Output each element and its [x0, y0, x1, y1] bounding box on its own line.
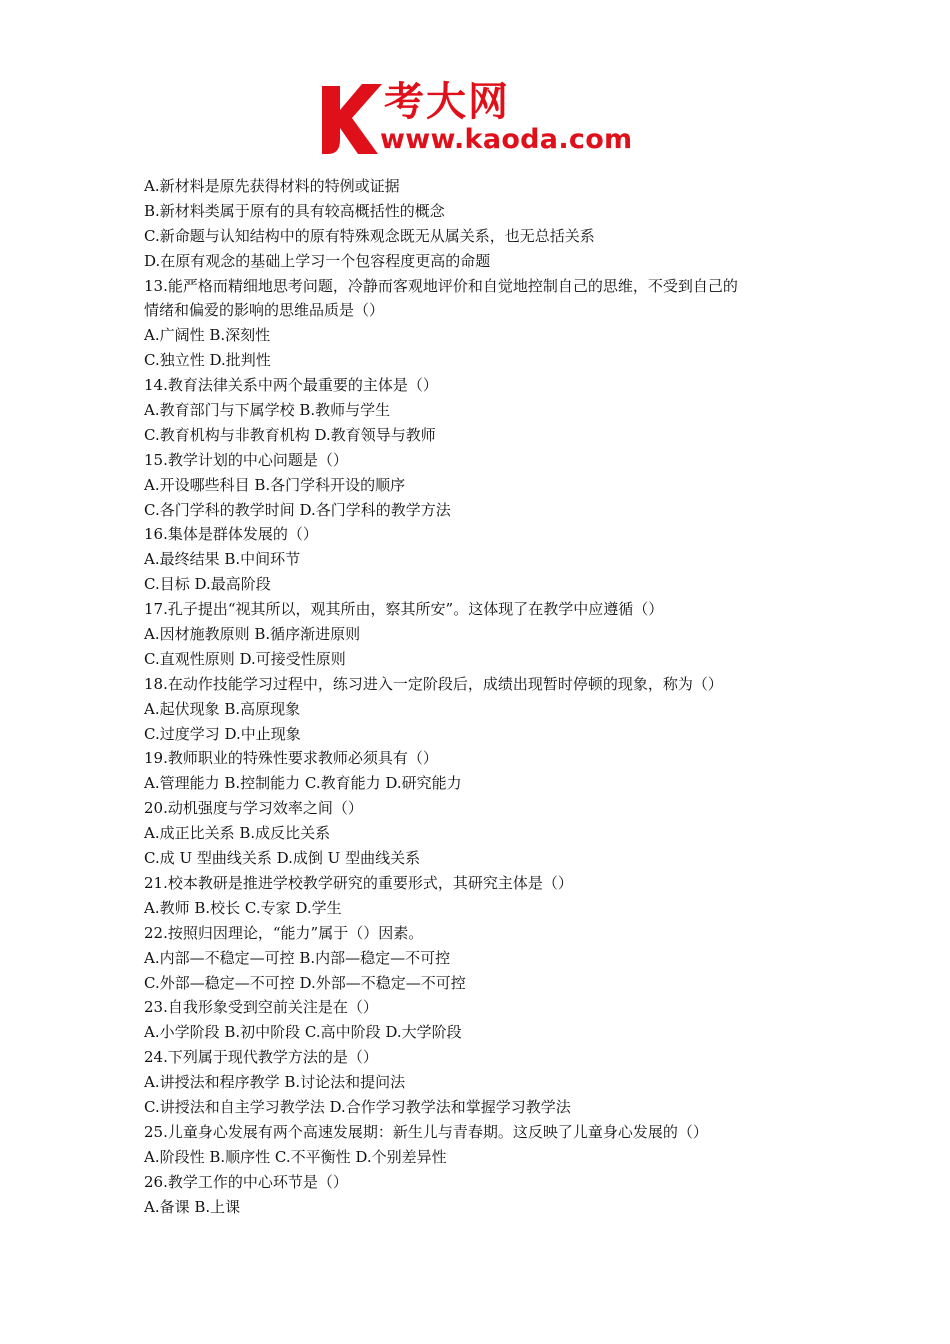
- text-line: 18.在动作技能学习过程中，练习进入一定阶段后，成绩出现暂时停顿的现象，称为（）: [144, 674, 723, 693]
- text-line: A.内部—不稳定—可控 B.内部—稳定—不可控: [144, 948, 451, 967]
- kaoda-logo[interactable]: [318, 80, 640, 158]
- logo-url: www.kaoda.com: [380, 124, 633, 155]
- text-line: A.讲授法和程序教学 B.讨论法和提问法: [144, 1073, 406, 1092]
- text-line: C.过度学习 D.中止现象: [144, 724, 301, 743]
- k-logo-icon: [318, 80, 384, 158]
- logo-site-name: 考大网: [384, 79, 510, 125]
- text-line: 14.教育法律关系中两个最重要的主体是（）: [144, 376, 438, 395]
- text-line: A.开设哪些科目 B.各门学科开设的顺序: [144, 475, 406, 494]
- text-line: B.新材料类属于原有的具有较高概括性的概念: [144, 201, 445, 220]
- text-line: A.新材料是原先获得材料的特例或证据: [144, 177, 400, 195]
- text-line: A.最终结果 B.中间环节: [144, 550, 301, 569]
- text-line: 21.校本教研是推进学校教学研究的重要形式，其研究主体是（）: [144, 873, 573, 892]
- text-line: A.因材施教原则 B.循序渐进原则: [144, 625, 361, 644]
- text-line: A.小学阶段 B.初中阶段 C.高中阶段 D.大学阶段: [144, 1023, 462, 1042]
- text-line: 23.自我形象受到空前关注是在（）: [144, 998, 378, 1017]
- text-line: 26.教学工作的中心环节是（）: [144, 1172, 348, 1191]
- text-line: 25.儿童身心发展有两个高速发展期：新生儿与青春期。这反映了儿童身心发展的（）: [144, 1122, 708, 1141]
- text-line: C.各门学科的教学时间 D.各门学科的教学方法: [144, 500, 451, 519]
- text-line: 16.集体是群体发展的（）: [144, 525, 318, 544]
- text-line: C.讲授法和自主学习教学法 D.合作学习教学法和掌握学习教学法: [144, 1097, 571, 1116]
- text-line: A.管理能力 B.控制能力 C.教育能力 D.研究能力: [144, 774, 462, 793]
- text-line: C.新命题与认知结构中的原有特殊观念既无从属关系，也无总括关系: [144, 226, 595, 245]
- text-line: 19.教师职业的特殊性要求教师必须具有（）: [144, 749, 438, 768]
- text-line: C.成 U 型曲线关系 D.成倒 U 型曲线关系: [144, 849, 421, 868]
- text-line: 17.孔子提出“视其所以，观其所由，察其所安”。这体现了在教学中应遵循（）: [144, 600, 664, 619]
- text-line: A.教师 B.校长 C.专家 D.学生: [144, 898, 342, 917]
- text-line: A.备课 B.上课: [144, 1197, 241, 1216]
- text-line: C.独立性 D.批判性: [144, 351, 271, 370]
- text-line: A.广阔性 B.深刻性: [144, 326, 271, 345]
- text-line: A.成正比关系 B.成反比关系: [144, 824, 331, 843]
- text-line: 22.按照归因理论，“能力”属于（）因素。: [144, 923, 424, 942]
- text-line: 24.下列属于现代教学方法的是（）: [144, 1048, 378, 1067]
- text-line: 15.教学计划的中心问题是（）: [144, 450, 348, 469]
- text-line: 13.能严格而精细地思考问题，冷静而客观地评价和自觉地控制自己的思维，不受到自己的: [144, 276, 738, 295]
- text-line: A.教育部门与下属学校 B.教师与学生: [144, 401, 391, 420]
- text-line: 情绪和偏爱的影响的思维品质是（）: [144, 301, 385, 320]
- question-text: [144, 174, 824, 1219]
- text-line: D.在原有观念的基础上学习一个包容程度更高的命题: [144, 251, 491, 270]
- text-line: A.阶段性 B.顺序性 C.不平衡性 D.个别差异性: [144, 1147, 447, 1166]
- text-line: C.外部—稳定—不可控 D.外部—不稳定—不可控: [144, 973, 466, 992]
- text-line: C.目标 D.最高阶段: [144, 575, 271, 594]
- text-line: C.直观性原则 D.可接受性原则: [144, 649, 346, 668]
- text-line: 20.动机强度与学习效率之间（）: [144, 799, 363, 818]
- text-line: A.起伏现象 B.高原现象: [144, 699, 301, 718]
- text-line: C.教育机构与非教育机构 D.教育领导与教师: [144, 425, 436, 444]
